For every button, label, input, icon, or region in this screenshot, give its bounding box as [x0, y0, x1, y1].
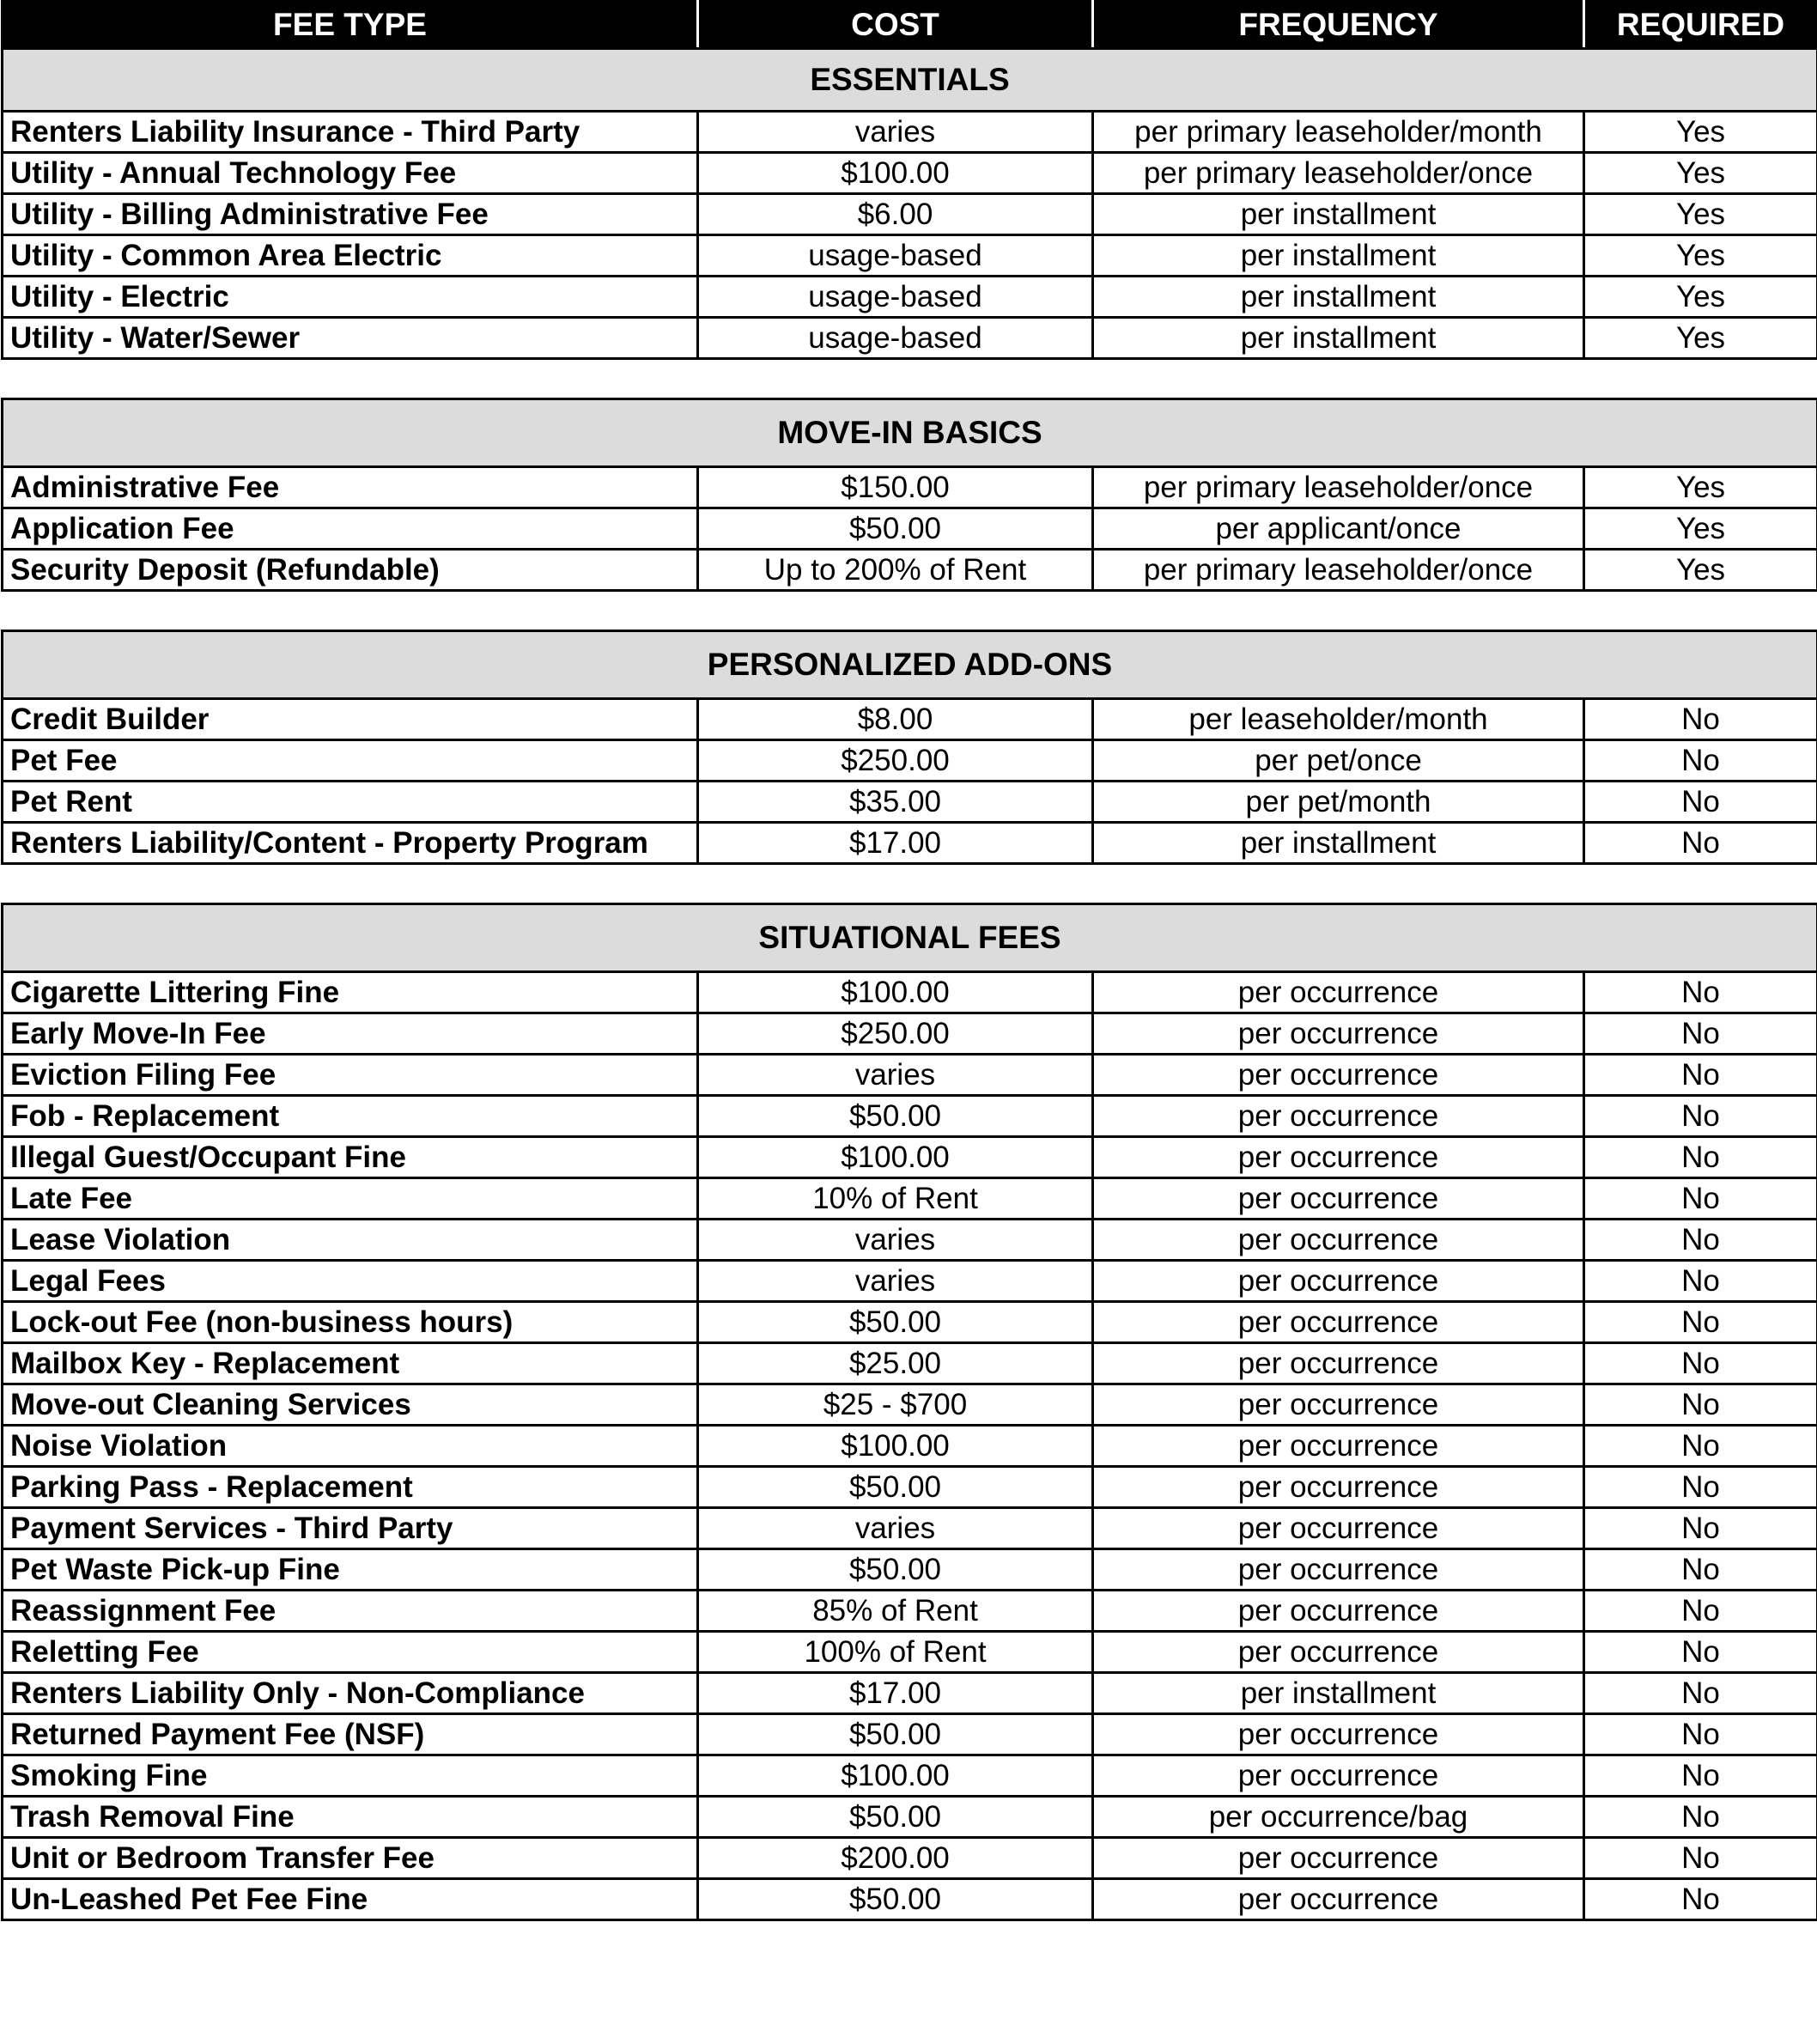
fee-name-cell: Credit Builder — [3, 699, 698, 740]
table-row — [3, 782, 1817, 823]
table-row — [3, 1384, 1817, 1426]
fee-name-cell: Renters Liability Only - Non-Compliance — [3, 1673, 698, 1714]
section-header-row — [3, 631, 1817, 699]
fee-cost-cell: $100.00 — [698, 972, 1093, 1013]
fee-required-cell: No — [1584, 1261, 1817, 1302]
fee-frequency-cell: per installment — [1093, 277, 1584, 318]
fee-frequency-cell: per pet/once — [1093, 740, 1584, 782]
section-header-row — [3, 904, 1817, 972]
fee-frequency-cell: per occurrence — [1093, 1467, 1584, 1508]
fee-frequency-cell: per occurrence — [1093, 1013, 1584, 1055]
fee-cost-cell: usage-based — [698, 235, 1093, 277]
fee-frequency-cell: per installment — [1093, 823, 1584, 864]
fee-frequency-cell: per occurrence — [1093, 1591, 1584, 1632]
fee-frequency-cell: per occurrence — [1093, 1508, 1584, 1549]
section-spacer-cell — [3, 359, 1817, 399]
fee-name-cell: Illegal Guest/Occupant Fine — [3, 1137, 698, 1178]
fee-cost-cell: $25.00 — [698, 1343, 1093, 1384]
fee-name-cell: Reassignment Fee — [3, 1591, 698, 1632]
fee-name-cell: Un-Leashed Pet Fee Fine — [3, 1879, 698, 1920]
fee-required-cell: No — [1584, 699, 1817, 740]
fee-frequency-cell: per occurrence — [1093, 1055, 1584, 1096]
fee-frequency-cell: per occurrence — [1093, 1178, 1584, 1220]
fee-name-cell: Unit or Bedroom Transfer Fee — [3, 1838, 698, 1879]
fee-required-cell: No — [1584, 1302, 1817, 1343]
fee-frequency-cell: per occurrence — [1093, 1838, 1584, 1879]
section-title: SITUATIONAL FEES — [3, 904, 1817, 972]
fee-table — [1, 0, 1817, 1921]
fee-cost-cell: 85% of Rent — [698, 1591, 1093, 1632]
fee-required-cell: No — [1584, 1178, 1817, 1220]
section-header-row — [3, 399, 1817, 467]
fee-name-cell: Trash Removal Fine — [3, 1797, 698, 1838]
table-row — [3, 1797, 1817, 1838]
section-header-row — [3, 49, 1817, 112]
fee-name-cell: Noise Violation — [3, 1426, 698, 1467]
fee-table-body — [3, 49, 1817, 1920]
table-row — [3, 1838, 1817, 1879]
fee-required-cell: No — [1584, 782, 1817, 823]
table-row — [3, 467, 1817, 508]
table-row — [3, 1302, 1817, 1343]
fee-cost-cell: $50.00 — [698, 508, 1093, 550]
fee-cost-cell: Up to 200% of Rent — [698, 550, 1093, 591]
fee-cost-cell: usage-based — [698, 318, 1093, 359]
fee-frequency-cell: per occurrence — [1093, 1632, 1584, 1673]
fee-name-cell: Application Fee — [3, 508, 698, 550]
section-spacer-cell — [3, 591, 1817, 631]
fee-name-cell: Renters Liability Insurance - Third Party — [3, 112, 698, 153]
fee-frequency-cell: per occurrence — [1093, 1426, 1584, 1467]
fee-required-cell: No — [1584, 1591, 1817, 1632]
fee-cost-cell: $17.00 — [698, 823, 1093, 864]
fee-cost-cell: $50.00 — [698, 1096, 1093, 1137]
header-required: REQUIRED — [1584, 2, 1817, 49]
fee-frequency-cell: per occurrence — [1093, 972, 1584, 1013]
fee-required-cell: Yes — [1584, 153, 1817, 194]
table-row — [3, 1426, 1817, 1467]
fee-cost-cell: $50.00 — [698, 1467, 1093, 1508]
fee-name-cell: Late Fee — [3, 1178, 698, 1220]
fee-name-cell: Mailbox Key - Replacement — [3, 1343, 698, 1384]
fee-frequency-cell: per occurrence/bag — [1093, 1797, 1584, 1838]
fee-required-cell: No — [1584, 1632, 1817, 1673]
fee-name-cell: Payment Services - Third Party — [3, 1508, 698, 1549]
fee-required-cell: Yes — [1584, 235, 1817, 277]
fee-frequency-cell: per occurrence — [1093, 1096, 1584, 1137]
fee-frequency-cell: per installment — [1093, 194, 1584, 235]
fee-name-cell: Smoking Fine — [3, 1755, 698, 1797]
fee-name-cell: Parking Pass - Replacement — [3, 1467, 698, 1508]
fee-required-cell: Yes — [1584, 318, 1817, 359]
fee-required-cell: No — [1584, 1838, 1817, 1879]
fee-frequency-cell: per occurrence — [1093, 1549, 1584, 1591]
fee-required-cell: No — [1584, 972, 1817, 1013]
fee-cost-cell: $100.00 — [698, 1755, 1093, 1797]
fee-cost-cell: $250.00 — [698, 740, 1093, 782]
fee-cost-cell: $50.00 — [698, 1714, 1093, 1755]
section-title: ESSENTIALS — [3, 49, 1817, 112]
fee-frequency-cell: per installment — [1093, 235, 1584, 277]
fee-required-cell: No — [1584, 1549, 1817, 1591]
fee-name-cell: Cigarette Littering Fine — [3, 972, 698, 1013]
table-row — [3, 1632, 1817, 1673]
fee-required-cell: No — [1584, 823, 1817, 864]
table-row — [3, 318, 1817, 359]
fee-cost-cell: $150.00 — [698, 467, 1093, 508]
header-frequency: FREQUENCY — [1093, 2, 1584, 49]
fee-required-cell: No — [1584, 1055, 1817, 1096]
fee-name-cell: Legal Fees — [3, 1261, 698, 1302]
table-row — [3, 235, 1817, 277]
fee-name-cell: Utility - Water/Sewer — [3, 318, 698, 359]
fee-frequency-cell: per occurrence — [1093, 1879, 1584, 1920]
section-title: MOVE-IN BASICS — [3, 399, 1817, 467]
fee-name-cell: Administrative Fee — [3, 467, 698, 508]
fee-required-cell: Yes — [1584, 467, 1817, 508]
fee-cost-cell: varies — [698, 1220, 1093, 1261]
section-spacer — [3, 864, 1817, 904]
table-row — [3, 1673, 1817, 1714]
fee-required-cell: No — [1584, 1673, 1817, 1714]
fee-frequency-cell: per primary leaseholder/once — [1093, 153, 1584, 194]
fee-name-cell: Pet Waste Pick-up Fine — [3, 1549, 698, 1591]
fee-name-cell: Utility - Electric — [3, 277, 698, 318]
fee-cost-cell: $17.00 — [698, 1673, 1093, 1714]
fee-cost-cell: $25 - $700 — [698, 1384, 1093, 1426]
fee-frequency-cell: per occurrence — [1093, 1261, 1584, 1302]
table-row — [3, 740, 1817, 782]
fee-cost-cell: varies — [698, 112, 1093, 153]
header-cost: COST — [698, 2, 1093, 49]
fee-cost-cell: varies — [698, 1508, 1093, 1549]
fee-cost-cell: $50.00 — [698, 1549, 1093, 1591]
table-row — [3, 1714, 1817, 1755]
fee-required-cell: No — [1584, 1797, 1817, 1838]
fee-frequency-cell: per installment — [1093, 318, 1584, 359]
fee-name-cell: Utility - Annual Technology Fee — [3, 153, 698, 194]
section-spacer — [3, 591, 1817, 631]
fee-cost-cell: varies — [698, 1055, 1093, 1096]
fee-required-cell: No — [1584, 1508, 1817, 1549]
fee-frequency-cell: per occurrence — [1093, 1302, 1584, 1343]
fee-required-cell: Yes — [1584, 508, 1817, 550]
fee-cost-cell: $200.00 — [698, 1838, 1093, 1879]
fee-cost-cell: $50.00 — [698, 1797, 1093, 1838]
fee-required-cell: No — [1584, 1096, 1817, 1137]
table-row — [3, 1261, 1817, 1302]
fee-required-cell: No — [1584, 1755, 1817, 1797]
table-row — [3, 1178, 1817, 1220]
fee-required-cell: Yes — [1584, 550, 1817, 591]
table-row — [3, 1055, 1817, 1096]
table-row — [3, 823, 1817, 864]
fee-required-cell: No — [1584, 1467, 1817, 1508]
fee-frequency-cell: per occurrence — [1093, 1220, 1584, 1261]
table-row — [3, 699, 1817, 740]
section-spacer — [3, 359, 1817, 399]
table-row — [3, 153, 1817, 194]
table-row — [3, 1467, 1817, 1508]
table-row — [3, 194, 1817, 235]
fee-frequency-cell: per occurrence — [1093, 1137, 1584, 1178]
fee-required-cell: No — [1584, 1013, 1817, 1055]
fee-required-cell: Yes — [1584, 112, 1817, 153]
fee-cost-cell: $35.00 — [698, 782, 1093, 823]
fee-required-cell: No — [1584, 1384, 1817, 1426]
fee-frequency-cell: per occurrence — [1093, 1714, 1584, 1755]
fee-name-cell: Lease Violation — [3, 1220, 698, 1261]
fee-cost-cell: varies — [698, 1261, 1093, 1302]
fee-required-cell: Yes — [1584, 277, 1817, 318]
table-row — [3, 508, 1817, 550]
fee-cost-cell: $50.00 — [698, 1879, 1093, 1920]
table-row — [3, 277, 1817, 318]
fee-name-cell: Utility - Common Area Electric — [3, 235, 698, 277]
fee-cost-cell: 10% of Rent — [698, 1178, 1093, 1220]
fee-name-cell: Lock-out Fee (non-business hours) — [3, 1302, 698, 1343]
fee-cost-cell: usage-based — [698, 277, 1093, 318]
fee-name-cell: Pet Rent — [3, 782, 698, 823]
table-row — [3, 1755, 1817, 1797]
fee-cost-cell: $100.00 — [698, 1137, 1093, 1178]
fee-cost-cell: $100.00 — [698, 1426, 1093, 1467]
header-fee-type: FEE TYPE — [3, 2, 698, 49]
fee-required-cell: No — [1584, 1879, 1817, 1920]
fee-required-cell: No — [1584, 1220, 1817, 1261]
table-row — [3, 1096, 1817, 1137]
fee-frequency-cell: per applicant/once — [1093, 508, 1584, 550]
fee-required-cell: No — [1584, 1714, 1817, 1755]
fee-frequency-cell: per occurrence — [1093, 1755, 1584, 1797]
fee-cost-cell: $6.00 — [698, 194, 1093, 235]
section-title: PERSONALIZED ADD-ONS — [3, 631, 1817, 699]
fee-cost-cell: $50.00 — [698, 1302, 1093, 1343]
fee-cost-cell: $8.00 — [698, 699, 1093, 740]
fee-name-cell: Fob - Replacement — [3, 1096, 698, 1137]
fee-name-cell: Utility - Billing Administrative Fee — [3, 194, 698, 235]
fee-name-cell: Eviction Filing Fee — [3, 1055, 698, 1096]
fee-required-cell: No — [1584, 1343, 1817, 1384]
fee-name-cell: Renters Liability/Content - Property Program — [3, 823, 698, 864]
fee-required-cell: Yes — [1584, 194, 1817, 235]
fee-frequency-cell: per primary leaseholder/once — [1093, 550, 1584, 591]
section-spacer-cell — [3, 864, 1817, 904]
fee-name-cell: Pet Fee — [3, 740, 698, 782]
fee-name-cell: Returned Payment Fee (NSF) — [3, 1714, 698, 1755]
fee-frequency-cell: per leaseholder/month — [1093, 699, 1584, 740]
table-row — [3, 1013, 1817, 1055]
table-row — [3, 1549, 1817, 1591]
fee-cost-cell: $250.00 — [698, 1013, 1093, 1055]
table-row — [3, 1343, 1817, 1384]
fee-frequency-cell: per occurrence — [1093, 1384, 1584, 1426]
fee-name-cell: Early Move-In Fee — [3, 1013, 698, 1055]
fee-cost-cell: 100% of Rent — [698, 1632, 1093, 1673]
table-row — [3, 1591, 1817, 1632]
fee-name-cell: Reletting Fee — [3, 1632, 698, 1673]
table-row — [3, 1137, 1817, 1178]
fee-frequency-cell: per occurrence — [1093, 1343, 1584, 1384]
fee-cost-cell: $100.00 — [698, 153, 1093, 194]
fee-required-cell: No — [1584, 1426, 1817, 1467]
table-row — [3, 550, 1817, 591]
fee-frequency-cell: per primary leaseholder/month — [1093, 112, 1584, 153]
header-row — [3, 2, 1817, 49]
fee-required-cell: No — [1584, 1137, 1817, 1178]
table-row — [3, 1508, 1817, 1549]
fee-frequency-cell: per primary leaseholder/once — [1093, 467, 1584, 508]
table-row — [3, 1879, 1817, 1920]
fee-frequency-cell: per installment — [1093, 1673, 1584, 1714]
fee-name-cell: Move-out Cleaning Services — [3, 1384, 698, 1426]
fee-frequency-cell: per pet/month — [1093, 782, 1584, 823]
fee-required-cell: No — [1584, 740, 1817, 782]
table-row — [3, 972, 1817, 1013]
table-row — [3, 112, 1817, 153]
table-row — [3, 1220, 1817, 1261]
fee-name-cell: Security Deposit (Refundable) — [3, 550, 698, 591]
